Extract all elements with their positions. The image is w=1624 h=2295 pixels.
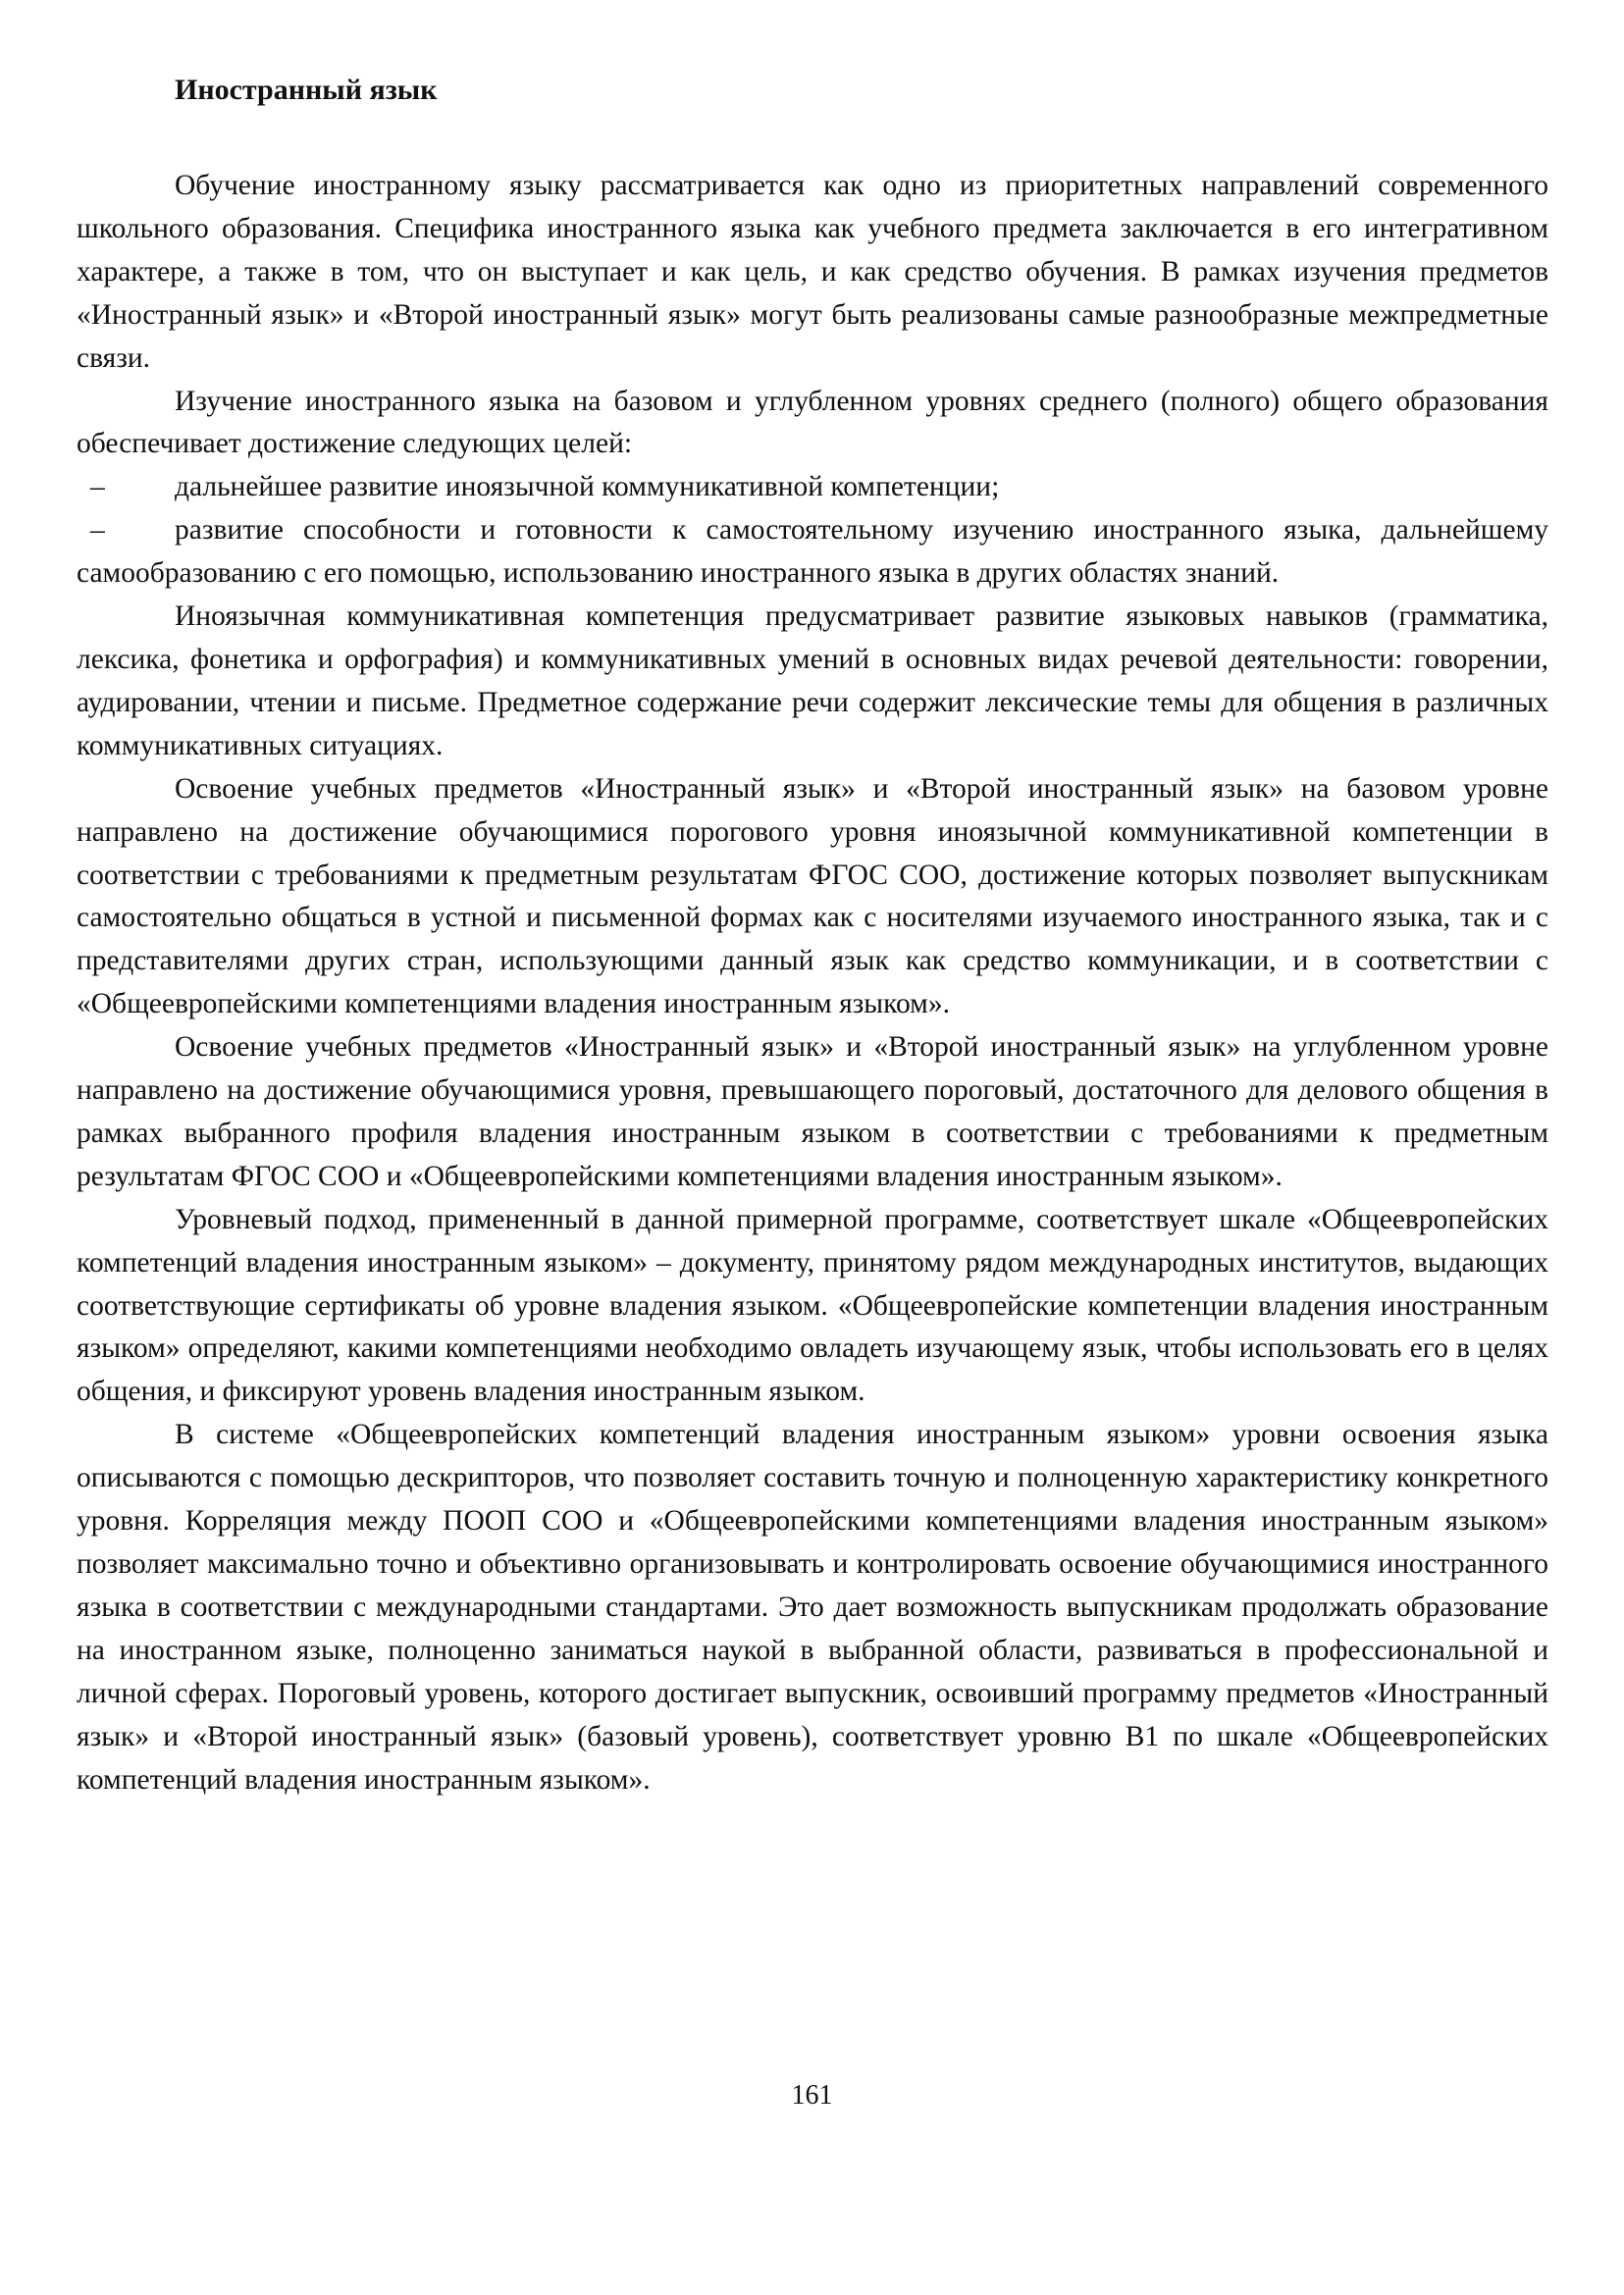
paragraph: Освоение учебных предметов «Иностранный язык» и «Второй иностранный язык» на углубленном уровне направлено на достижение обучающимися уровня, превышающего пороговый, достаточного для делового общения в рамках выбранного профиля владения иностранным языком в соответствии с требованиями к предметным результатам ФГОС СОО и «Общеевропейскими компетенциями владения иностранным языком». xyxy=(77,1031,1548,1192)
list-item-text: дальнейшее развитие иноязычной коммуникативной компетенции; xyxy=(175,471,1000,503)
list-item xyxy=(77,509,1548,596)
paragraph: Уровневый подход, примененный в данной примерной программе, соответствует шкале «Общеевропейских компетенций владения иностранным языком» – документу, принятому рядом международных институтов, выдающих соответствующие сертификаты об уровне владения языком. «Общеевропейские компетенции владения иностранным языком» определяют, какими компетенциями необходимо овладеть изучающему язык, чтобы использовать его в целях общения, и фиксируют уровень владения иностранным языком. xyxy=(77,1203,1548,1408)
list-dash-marker: – xyxy=(90,514,105,547)
paragraph: Освоение учебных предметов «Иностранный язык» и «Второй иностранный язык» на базовом уровне направлено на достижение обучающимися порогового уровня иноязычной коммуникативной компетенции в соответствии с требованиями к предметным результатам ФГОС СОО, достижение которых позволяет выпускникам самостоятельно общаться в устной и письменной формах как с носителями изучаемого иностранного языка, так и с представителями других стран, использующими данный язык как средство коммуникации, и в соответствии с «Общеевропейскими компетенциями владения иностранным языком». xyxy=(77,772,1548,1020)
page-number: 161 xyxy=(791,2080,833,2111)
page-content xyxy=(77,71,1548,1801)
paragraph: Обучение иностранному языку рассматривается как одно из приоритетных направлений современного школьного образования. Специфика иностранного языка как учебного предмета заключается в его интегративном характере, а также в том, что он выступает и как цель, и как средство обучения. В рамках изучения предметов «Иностранный язык» и «Второй иностранный язык» могут быть реализованы самые разнообразные межпредметные связи. xyxy=(77,170,1548,374)
goals-list xyxy=(77,466,1548,596)
paragraph: В системе «Общеевропейских компетенций владения иностранным языком» уровни освоения языка описываются с помощью дескрипторов, что позволяет составить точную и полноценную характеристику конкретного уровня. Корреляция между ПООП СОО и «Общеевропейскими компетенциями владения иностранным языком» позволяет максимально точно и объективно организовывать и контролировать освоение обучающимися иностранного языка в соответствии с международными стандартами. Это дает возможность выпускникам продолжать образование на иностранном языке, полноценно заниматься наукой в выбранной области, развиваться в профессиональной и личной сферах. Пороговый уровень, которого достигает выпускник, освоивший программу предметов «Иностранный язык» и «Второй иностранный язык» (базовый уровень), соответствует уровню В1 по шкале «Общеевропейских компетенций владения иностранным языком». xyxy=(77,1419,1548,1796)
paragraph: Иноязычная коммуникативная компетенция предусматривает развитие языковых навыков (грамматика, лексика, фонетика и орфография) и коммуникативных умений в основных видах речевой деятельности: говорении, аудировании, чтении и письме. Предметное содержание речи содержит лексические темы для общения в различных коммуникативных ситуациях. xyxy=(77,600,1548,761)
list-item-text: развитие способности и готовности к самостоятельному изучению иностранного языка, дальнейшему самообразованию с его помощью, использованию иностранного языка в других областях знаний. xyxy=(77,514,1548,590)
paragraph: Изучение иностранного языка на базовом и углубленном уровнях среднего (полного) общего образования обеспечивает достижение следующих целей: xyxy=(77,385,1548,460)
list-dash-marker: – xyxy=(90,471,105,503)
section-heading: Иностранный язык xyxy=(175,74,438,106)
list-item xyxy=(77,466,1548,509)
